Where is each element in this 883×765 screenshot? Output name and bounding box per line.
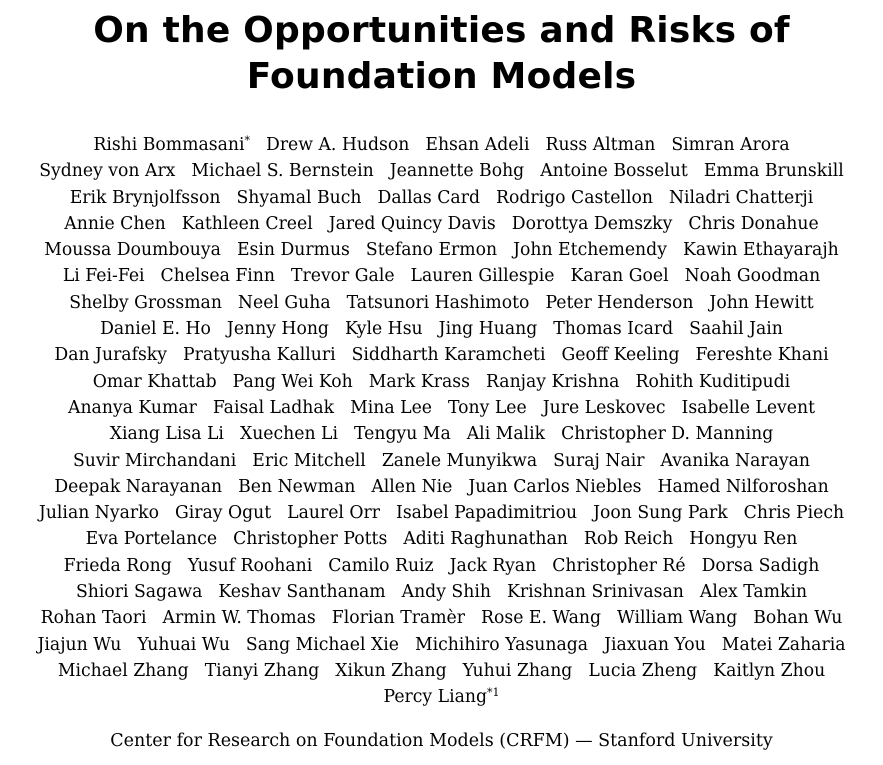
author-name-text: Deepak Narayanan: [54, 476, 223, 497]
author-name: [291, 266, 395, 286]
author-name-text: Michael S. Bernstein: [191, 161, 374, 182]
author-name: [347, 293, 530, 313]
author-name: [496, 188, 653, 208]
author-name-text: Percy Liang: [383, 687, 487, 708]
author-name-text: Jeannette Bohg: [389, 161, 525, 182]
author-name-text: Esin Durmus: [236, 240, 350, 261]
author-name: [237, 240, 350, 260]
author-name-text: Kathleen Creel: [181, 213, 313, 234]
author-name-text: Laurel Orr: [287, 503, 381, 524]
author-line: [0, 185, 883, 211]
author-name-text: Christopher D. Manning: [561, 424, 774, 445]
author-name: [696, 345, 829, 365]
author-name: [369, 372, 470, 392]
author-name: [335, 661, 446, 681]
author-name-text: John Hewitt: [709, 292, 814, 313]
author-name: [403, 529, 568, 549]
author-name: [64, 556, 172, 576]
author-name: [38, 635, 122, 655]
author-name: [54, 345, 167, 365]
author-name: [233, 372, 353, 392]
author-name-text: Karan Goel: [570, 266, 669, 287]
author-name: [238, 293, 331, 313]
author-name: [689, 529, 797, 549]
author-name-text: Xiang Lisa Li: [109, 424, 224, 445]
author-name-text: Eva Portelance: [85, 529, 218, 550]
author-name-text: Geoff Keeling: [561, 345, 680, 366]
author-name: [39, 503, 159, 523]
author-name-text: Joon Sung Park: [593, 503, 728, 524]
author-name-text: Chelsea Finn: [160, 266, 276, 287]
author-line: [0, 369, 883, 395]
author-name-text: Matei Zaharia: [721, 634, 846, 655]
author-name: [545, 135, 655, 155]
author-name: [617, 608, 737, 628]
author-name: [753, 608, 842, 628]
author-name: [425, 135, 529, 155]
author-line: [0, 500, 883, 526]
author-name: [481, 608, 601, 628]
author-name: [553, 319, 673, 339]
author-name-text: Dorsa Sadigh: [701, 555, 820, 576]
author-name: [329, 214, 496, 234]
author-name: [63, 266, 145, 286]
paper-title: [0, 0, 883, 100]
author-name: [350, 398, 432, 418]
author-name-text: Shelby Grossman: [69, 292, 222, 313]
author-name: [69, 293, 222, 313]
author-name: [669, 188, 813, 208]
author-line: [0, 605, 883, 631]
author-name-text: Annie Chen: [64, 213, 166, 234]
author-name: [70, 188, 221, 208]
author-name: [332, 608, 465, 628]
author-name-text: Shiori Sagawa: [75, 582, 203, 603]
author-name-text: Zanele Munyikwa: [381, 450, 538, 471]
author-line: [0, 395, 883, 421]
author-name-text: Kawin Ethayarajh: [682, 240, 839, 261]
paper-title-line-2: Foundation Models: [246, 56, 637, 97]
author-name: [236, 188, 361, 208]
author-name: [552, 556, 685, 576]
author-name-text: Jiaxuan You: [604, 634, 706, 655]
author-name: [744, 503, 844, 523]
author-name-text: Peter Henderson: [545, 292, 694, 313]
author-name-text: Pang Wei Koh: [232, 371, 353, 392]
author-name: [175, 503, 271, 523]
author-name: [64, 214, 165, 234]
author-name: [390, 161, 524, 181]
author-name-text: Keshav Santhanam: [218, 582, 386, 603]
author-name-text: Shyamal Buch: [236, 187, 362, 208]
author-name: [191, 161, 373, 181]
author-line: [0, 211, 883, 237]
author-name: [635, 372, 790, 392]
author-name: [545, 293, 693, 313]
author-name: [137, 635, 230, 655]
author-name-text: Ranjay Krishna: [485, 371, 620, 392]
author-name-text: Alex Tamkin: [699, 582, 808, 603]
author-name: [593, 503, 728, 523]
author-name: [688, 214, 818, 234]
author-name-text: Michael Zhang: [57, 660, 189, 681]
author-name-text: Rohan Taori: [40, 608, 147, 629]
author-name-text: Christopher Ré: [552, 555, 686, 576]
author-name: [382, 451, 537, 471]
author-name: [41, 608, 147, 628]
author-name: [507, 582, 684, 602]
author-name: [411, 266, 555, 286]
author-name-text: Sydney von Arx: [39, 161, 176, 182]
author-line: [0, 421, 883, 447]
author-name-text: Chris Piech: [743, 503, 845, 524]
author-name: [227, 319, 329, 339]
author-name: [213, 398, 334, 418]
author-line: [0, 448, 883, 474]
author-name-text: Armin W. Thomas: [162, 608, 316, 629]
author-name-text: Jared Quincy Davis: [328, 213, 496, 234]
author-name: [54, 477, 222, 497]
author-name-text: Simran Arora: [671, 135, 790, 155]
author-name: [86, 529, 217, 549]
author-name: [110, 424, 224, 444]
author-name: [512, 214, 673, 234]
author-name-text: Russ Altman: [545, 135, 656, 155]
author-name: [463, 661, 573, 681]
paper-title-line-1: On the Opportunities and Risks of: [93, 10, 790, 51]
author-name: [68, 398, 197, 418]
author-name: [700, 582, 807, 602]
author-name: [345, 319, 423, 339]
author-name: [233, 529, 387, 549]
author-name-text: Emma Brunskill: [703, 161, 844, 182]
author-name: [467, 424, 545, 444]
author-name-text: Saahil Jain: [689, 319, 783, 340]
author-name-text: Jack Ryan: [449, 555, 537, 576]
author-name-text: Aditi Raghunathan: [403, 529, 568, 550]
author-name: [352, 345, 546, 365]
author-line: [0, 158, 883, 184]
author-name-text: Tony Lee: [448, 397, 527, 418]
author-line: [0, 342, 883, 368]
author-name-text: Rohith Kuditipudi: [635, 371, 791, 392]
author-name-text: Fereshte Khani: [695, 345, 829, 366]
author-name-text: Allen Nie: [371, 476, 453, 497]
author-name-text: Tengyu Ma: [354, 424, 451, 445]
author-name-text: Omar Khattab: [92, 371, 217, 392]
author-name: [252, 451, 366, 471]
author-name-text: Rose E. Wang: [481, 608, 602, 629]
author-footnote-mark: *: [244, 134, 250, 147]
author-name-text: Mark Krass: [368, 371, 470, 392]
author-name-text: Daniel E. Ho: [100, 319, 211, 340]
author-name-text: Antoine Bosselut: [540, 161, 688, 182]
author-name: [100, 319, 211, 339]
author-line: [0, 263, 883, 289]
author-name: [73, 451, 236, 471]
author-name: [513, 240, 667, 260]
author-name: [713, 661, 825, 681]
author-name-text: Dan Jurafsky: [54, 345, 167, 366]
affiliation: Center for Research on Foundation Models (CRFM) — Stanford University: [110, 730, 773, 751]
author-line: [0, 579, 883, 605]
author-line: [0, 632, 883, 658]
author-name-text: Isabelle Levent: [681, 397, 815, 418]
author-name-text: Rishi Bommasani: [93, 135, 245, 155]
author-name-text: Stefano Ermon: [365, 240, 498, 261]
author-name: [58, 661, 189, 681]
author-name-text: Jiajun Wu: [37, 634, 122, 655]
author-name: [287, 503, 380, 523]
author-name: [468, 477, 641, 497]
author-name-text: Michihiro Yasunaga: [414, 634, 589, 655]
author-name-text: Giray Ogut: [174, 503, 272, 524]
author-name: [660, 451, 810, 471]
author-name: [704, 161, 844, 181]
author-name-text: Ehsan Adeli: [425, 135, 530, 155]
author-name: [76, 582, 202, 602]
author-name-text: Jing Huang: [438, 319, 538, 340]
author-name: [246, 635, 399, 655]
author-name: [685, 266, 821, 286]
author-line: [0, 132, 883, 158]
author-name-text: Lauren Gillespie: [410, 266, 555, 287]
author-name-text: Florian Tramèr: [331, 608, 465, 629]
author-name-text: Jenny Hong: [226, 319, 329, 340]
author-name: [183, 345, 336, 365]
author-name-text: Noah Goodman: [684, 266, 821, 287]
author-name: [328, 556, 433, 576]
author-name: [709, 293, 813, 313]
author-name: [44, 240, 221, 260]
author-line: [0, 658, 883, 684]
author-name-text: Yuhuai Wu: [137, 634, 230, 655]
author-name: [188, 556, 313, 576]
author-name-text: Ben Newman: [238, 476, 356, 497]
author-name: [39, 161, 175, 181]
author-footnote-mark: *1: [487, 686, 500, 700]
author-name-text: Xuechen Li: [239, 424, 338, 445]
author-name-text: Julian Nyarko: [38, 503, 159, 524]
author-name: [604, 635, 706, 655]
author-name-text: Suraj Nair: [553, 450, 645, 471]
author-name: [205, 661, 320, 681]
author-name: [163, 608, 316, 628]
author-name-text: Frieda Rong: [63, 555, 172, 576]
author-name-text: Suvir Mirchandani: [72, 450, 237, 471]
author-name-text: Hongyu Ren: [689, 529, 798, 550]
author-name-text: Faisal Ladhak: [212, 397, 335, 418]
author-name-text: Xikun Zhang: [335, 660, 447, 681]
author-name-text: Chris Donahue: [688, 213, 819, 234]
author-name-text: Moussa Doumbouya: [44, 240, 221, 261]
author-name: [396, 503, 577, 523]
author-name-text: Jure Leskovec: [542, 397, 666, 418]
author-name-text: Siddharth Karamcheti: [351, 345, 546, 366]
author-line: [0, 290, 883, 316]
author-name: [371, 477, 452, 497]
author-name-text: Sang Michael Xie: [245, 634, 399, 655]
author-name: [415, 635, 588, 655]
author-name-text: Kyle Hsu: [344, 319, 423, 340]
author-name-text: Dallas Card: [377, 187, 480, 208]
author-name: [161, 266, 275, 286]
author-name: [402, 582, 491, 602]
author-name-text: Trevor Gale: [291, 266, 395, 287]
author-name: [722, 635, 846, 655]
author-name-text: Drew A. Hudson: [266, 135, 410, 155]
author-name: [366, 240, 497, 260]
author-name-text: Eric Mitchell: [252, 450, 366, 471]
author-name-text: Ananya Kumar: [68, 397, 197, 418]
author-name: [238, 477, 355, 497]
author-name-text: Bohan Wu: [753, 608, 843, 629]
author-name-text: Lucia Zheng: [588, 660, 698, 681]
author-name: [240, 424, 338, 444]
author-name: [702, 556, 820, 576]
author-name: [439, 319, 538, 339]
author-name-text: Thomas Icard: [553, 319, 674, 340]
author-line: [0, 553, 883, 579]
author-name-text: Avanika Narayan: [660, 450, 811, 471]
author-name: [378, 188, 480, 208]
author-name-text: Rodrigo Castellon: [495, 187, 653, 208]
author-name: [218, 582, 385, 602]
author-name-text: Ali Malik: [466, 424, 546, 445]
author-name-text: Isabel Papadimitriou: [396, 503, 578, 524]
author-name: [182, 214, 313, 234]
author-name-text: Neel Guha: [237, 292, 331, 313]
author-name: [384, 687, 500, 707]
author-name-text: Erik Brynjolfsson: [69, 187, 221, 208]
author-line: [0, 526, 883, 552]
author-name-text: William Wang: [617, 608, 738, 629]
author-name-text: Christopher Potts: [233, 529, 388, 550]
author-line: [0, 237, 883, 263]
author-line: [0, 474, 883, 500]
author-name: [671, 135, 789, 155]
author-name-text: Pratyusha Kalluri: [183, 345, 336, 366]
author-name: [540, 161, 688, 181]
author-name-text: Rob Reich: [583, 529, 674, 550]
author-name: [450, 556, 537, 576]
author-name-text: Yusuf Roohani: [187, 555, 313, 576]
author-name-text: Juan Carlos Niebles: [468, 476, 642, 497]
author-name-text: Camilo Ruiz: [328, 555, 434, 576]
author-name-text: Tianyi Zhang: [204, 660, 320, 681]
author-name: [682, 398, 815, 418]
author-list: [0, 132, 883, 711]
author-name-text: Mina Lee: [350, 397, 432, 418]
author-name-text: Dorottya Demszky: [511, 213, 673, 234]
author-name: [553, 451, 644, 471]
author-line: [0, 684, 883, 710]
author-name: [93, 372, 217, 392]
author-name: [266, 135, 409, 155]
author-name-text: Andy Shih: [401, 582, 491, 603]
author-name: [689, 319, 783, 339]
author-name: [570, 266, 668, 286]
author-name: [354, 424, 451, 444]
author-name: [588, 661, 697, 681]
author-name: [448, 398, 527, 418]
author-name-text: Yuhui Zhang: [462, 660, 573, 681]
author-name: [543, 398, 666, 418]
author-name-text: Hamed Nilforoshan: [657, 476, 829, 497]
author-name-text: Niladri Chatterji: [668, 187, 814, 208]
author-name-text: John Etchemendy: [513, 240, 667, 261]
author-name: [683, 240, 839, 260]
author-name-text: Li Fei-Fei: [62, 266, 145, 287]
author-name-text: Kaitlyn Zhou: [713, 660, 826, 681]
author-name-text: Tatsunori Hashimoto: [346, 292, 530, 313]
author-name: [486, 372, 620, 392]
author-name: [658, 477, 829, 497]
author-name: [561, 424, 773, 444]
author-line: [0, 316, 883, 342]
author-name-text: Krishnan Srinivasan: [506, 582, 684, 603]
author-name: [93, 135, 250, 155]
author-name: [562, 345, 680, 365]
author-name: [584, 529, 673, 549]
